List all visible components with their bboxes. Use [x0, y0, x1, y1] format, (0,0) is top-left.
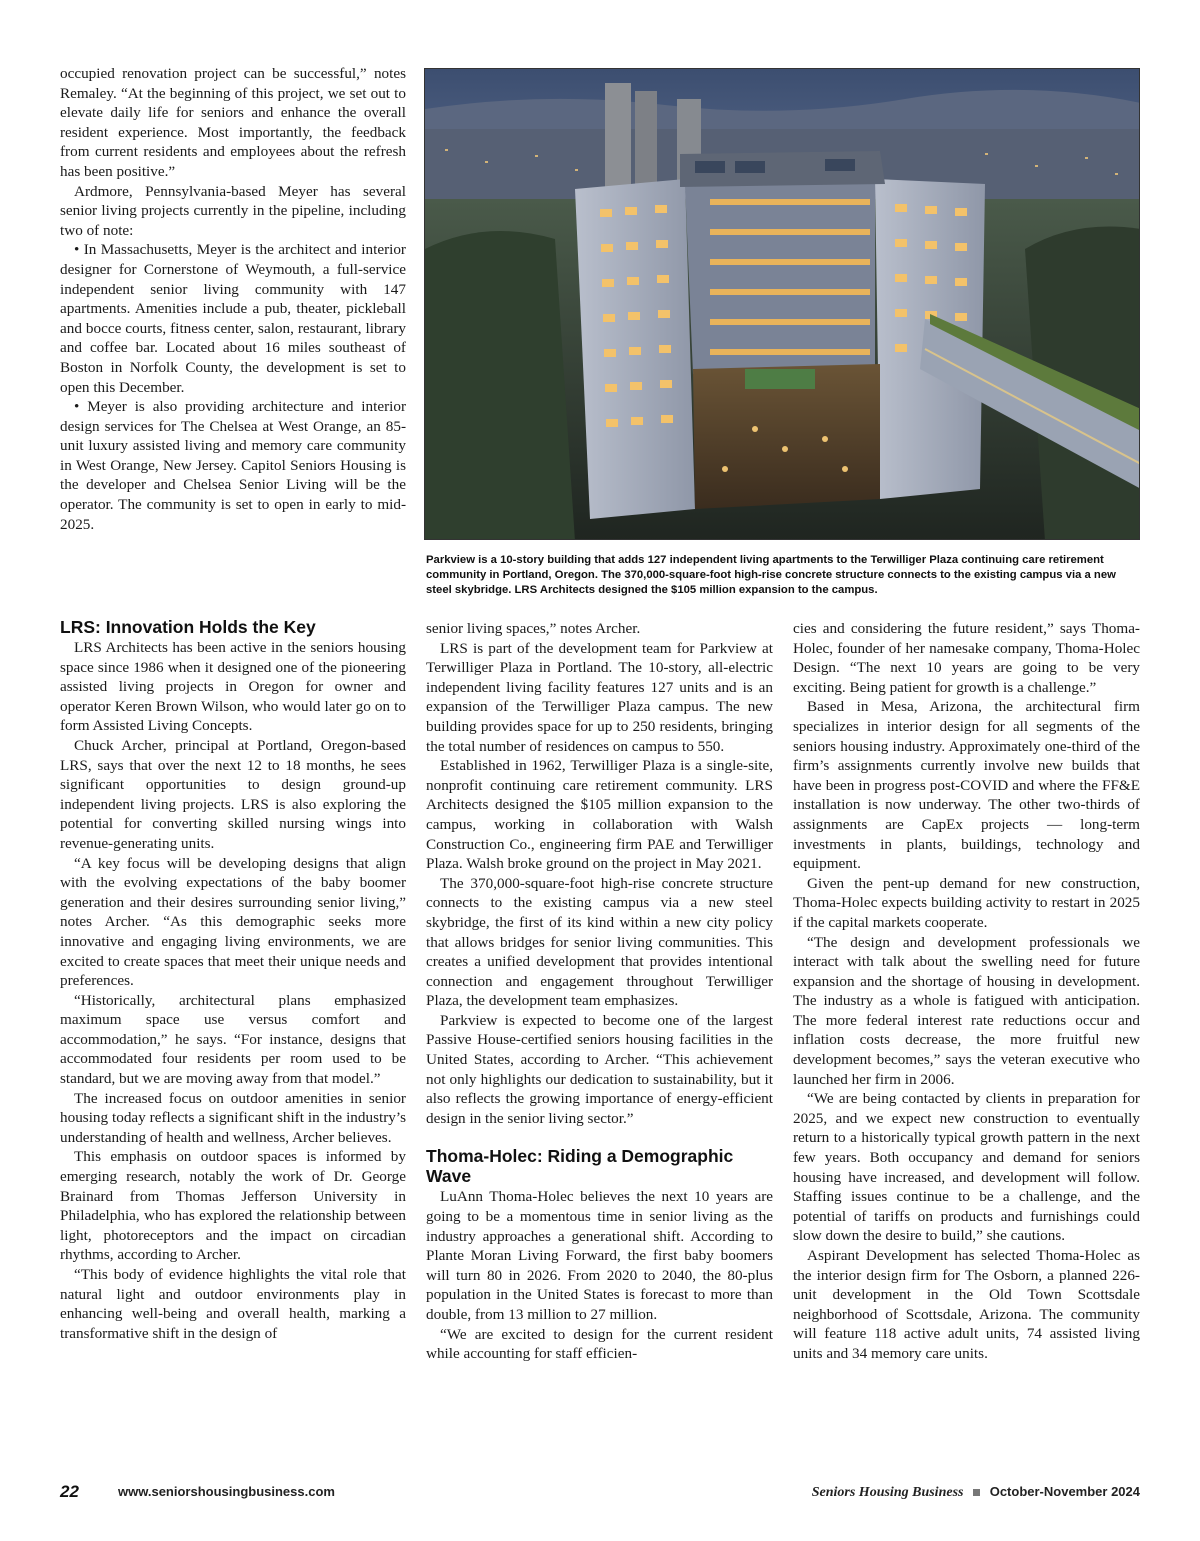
- paragraph: Established in 1962, Terwilliger Plaza is a single-site, nonprofit continuing care retirement community. LRS Architects designed the $105 million expansion to the campus, working in collaboration with Walsh Construction Co., engineering firm PAE and Terwilliger Plaza. Walsh broke ground on the project in May 2021.: [426, 757, 773, 873]
- paragraph: The 370,000-square-foot high-rise concrete structure connects to the existing campus via a new steel skybridge, the first of its kind within a new city policy that allows bridges for senior living communities. This creates a unified development that provides intentional connection and engagement throughout Terwilliger Plaza, the development team emphasizes.: [426, 874, 773, 1010]
- section-heading-lrs: LRS: Innovation Holds the Key: [60, 617, 316, 637]
- paragraph: “Historically, architectural plans emphasized maximum space use versus comfort and accommodation,” he says. “For instance, designs that accommodated four residents per room used to be standard, but we are moving away from that model.”: [60, 991, 406, 1088]
- paragraph: cies and considering the future resident,” says Thoma-Holec, founder of her namesake company, Thoma-Holec Design. “The next 10 years are going to be very exciting. Being patient for growth is a challenge.”: [793, 620, 1140, 696]
- article-column-2: [426, 619, 773, 1364]
- bullet-paragraph: • Meyer is also providing architecture and interior design services for The Chelsea at West Orange, an 85-unit luxury assisted living and memory care community in West Orange, New Jersey. Capitol Seniors Housing is the developer and Chelsea Senior Living will be the operator. The community is set to open in early to mid-2025.: [60, 398, 406, 533]
- separator-square-icon: [973, 1489, 980, 1496]
- article-column-1: [60, 617, 406, 1343]
- paragraph: Ardmore, Pennsylvania-based Meyer has several senior living projects currently in the pipeline, including two of note:: [60, 182, 406, 239]
- paragraph: LRS is part of the development team for Parkview at Terwilliger Plaza in Portland. The 10-story, all-electric independent living facility features 127 units and is an expansion of the Terwilliger Plaza campus. The new building provides space for up to 250 residents, bringing the total number of residences on campus to 550.: [426, 639, 773, 755]
- website-url: www.seniorshousingbusiness.com: [118, 1484, 335, 1499]
- building-illustration: [425, 69, 1140, 540]
- paragraph: “The design and development professionals we interact with talk about the swelling need for future expansion and the shortage of housing in development. The industry as a whole is fatigued with anticipation. The more federal interest rate reductions occur and inflation costs decrease, the more fruitful new development becomes,” says the veteran executive who launched her firm in 2006.: [793, 933, 1140, 1088]
- publication-name: Seniors Housing Business: [811, 1485, 964, 1500]
- paragraph: Based in Mesa, Arizona, the architectural firm specializes in interior design for all segments of the seniors housing industry. Approximately one-third of the firm’s assignments currently involve new builds that have been in progress post-COVID and where the FF&E installation is now underway. The other two-thirds of assignments are CapEx projects — long-term investments in plants, buildings, technology and equipment.: [793, 698, 1140, 873]
- paragraph: “We are excited to design for the current resident while accounting for staff efficien-: [426, 1325, 773, 1363]
- paragraph: “A key focus will be developing designs that align with the evolving expectations of the baby boomer generation and their desires surrounding senior living,” notes Archer. “As this demographic seeks more innovative and engaging living environments, we are excited to create spaces that meet their unique needs and preferences.: [60, 854, 406, 990]
- paragraph: LuAnn Thoma-Holec believes the next 10 years are going to be a momentous time in senior living as the industry approaches a generational shift. According to Plante Moran Living Forward, the first baby boomers will turn 80 in 2026. From 2020 to 2040, the 80-plus population in the United States is forecast to more than double, from 13 million to 27 million.: [426, 1188, 773, 1323]
- photo-caption: Parkview is a 10-story building that adds 127 independent living apartments to the Terwilliger Plaza continuing care retirement community in Portland, Oregon. The 370,000-square-foot high-rise concrete structure connects to the existing campus via a new steel skybridge. LRS Architects designed the $105 million expansion to the campus.: [426, 554, 1116, 596]
- section-heading-thoma-holec: Thoma-Holec: Riding a Demographic Wave: [426, 1146, 734, 1187]
- paragraph: Given the pent-up demand for new construction, Thoma-Holec expects building activity to restart in 2025 if the capital markets cooperate.: [793, 874, 1140, 931]
- paragraph: Aspirant Development has selected Thoma-Holec as the interior design firm for The Osborn, a planned 226-unit development in the Old Town Scottsdale neighborhood of Scottsdale, Arizona. The community will feature 118 active adult units, 74 assisted living units and 34 memory care units.: [793, 1247, 1140, 1362]
- paragraph: occupied renovation project can be successful,” notes Remaley. “At the beginning of this project, we set out to elevate daily life for seniors and enhance the overall resident experience. Most importantly, the feedback from current residents and employees about the refresh has been positive.”: [60, 65, 406, 180]
- paragraph: This emphasis on outdoor spaces is informed by emerging research, notably the work of Dr. George Brainard from Thomas Jefferson University in Philadelphia, who has explored the relationship between light, photoreceptors and the impact on circadian rhythms, according to Archer.: [60, 1148, 406, 1264]
- article-top-column: [60, 64, 406, 534]
- paragraph: The increased focus on outdoor amenities in senior housing today reflects a significant shift in the industry’s understanding of health and wellness, Archer believes.: [60, 1089, 406, 1146]
- issue-date: October-November 2024: [989, 1484, 1140, 1499]
- paragraph: LRS Architects has been active in the seniors housing space since 1986 when it designed one of the pioneering assisted living projects in Oregon for owner and operator Keren Brown Wilson, who would later go on to form Assisted Living Concepts.: [60, 639, 406, 735]
- page-number: 22: [60, 1482, 79, 1501]
- paragraph: “We are being contacted by clients in preparation for 2025, and we expect new construction to eventually return to a historically typical growth pattern in the next few years. Both occupancy and demand for seniors housing have increased, and development will follow. Staffing issues continue to be a challenge, and the potential of tariffs on products and furnishings could slow down the desire to build,” she cautions.: [793, 1090, 1140, 1245]
- article-column-3: [793, 619, 1140, 1364]
- paragraph: “This body of evidence highlights the vital role that natural light and outdoor environments play in enhancing well-being and overall health, marking a transformative shift in the design of: [60, 1266, 406, 1342]
- paragraph: Parkview is expected to become one of the largest Passive House-certified seniors housing facilities in the United States, according to Archer. “This achievement not only highlights our dedication to sustainability, but it also reflects the growing importance of energy-efficient design in the senior living sector.”: [426, 1011, 773, 1127]
- paragraph: Chuck Archer, principal at Portland, Oregon-based LRS, says that over the next 12 to 18 months, he sees significant opportunities to design ground-up independent living projects. LRS is also exploring the potential for converting skilled nursing wings into revenue-generating units.: [60, 736, 406, 852]
- paragraph: senior living spaces,” notes Archer.: [426, 620, 641, 637]
- parkview-photo: [424, 68, 1140, 540]
- footer-right: [812, 1484, 1140, 1504]
- bullet-paragraph: • In Massachusetts, Meyer is the architect and interior designer for Cornerstone of Weymouth, a full-service independent senior living community with 147 apartments. Amenities include a pub, theater, pickleball and bocce courts, fitness center, salon, restaurant, library and coffee bar. Located about 16 miles southeast of Boston in Norfolk County, the development is set to open this December.: [60, 241, 406, 396]
